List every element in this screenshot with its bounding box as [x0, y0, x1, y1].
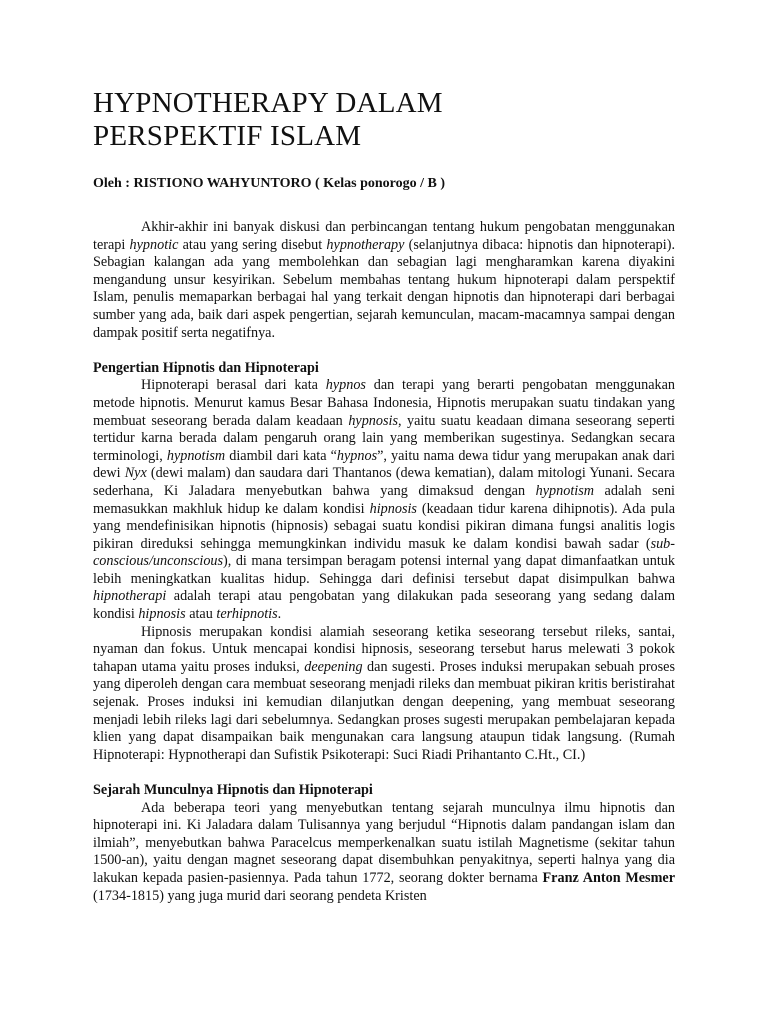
text-run: Ada beberapa teori yang menyebutkan tentang sejarah munculnya ilmu hipnotis dan hipnoterapi ini. Ki Jaladara dalam Tulisannya yang berjudul “Hipnotis dalam pandangan islam dan ilmiah”, menyebutkan bahwa Paracelcus memperkenalkan suatu istilah Magnetisme (sekitar tahun 1500-an), yaitu dengan magnet seseorang dapat disembuhkan penyakitnya, seperti halnya yang dia lakukan kepada pasien-pasiennya. Pada tahun 1772, seorang dokter bernama: [93, 799, 675, 886]
text-run: adalah seni memasukkan makhluk hidup ke dalam kondisi: [93, 482, 675, 517]
pengertian-paragraph-2: [93, 624, 675, 765]
pengertian-paragraph-1: [93, 377, 675, 623]
italic-term: hypnotic: [129, 236, 179, 253]
italic-term: Nyx: [124, 465, 147, 482]
italic-term: hypnotherapy: [326, 236, 405, 253]
text-run: atau: [185, 606, 217, 623]
text-run: .: [277, 606, 282, 623]
italic-term: hypnos: [325, 377, 366, 394]
text-run: atau yang sering disebut: [178, 236, 327, 253]
italic-term: hipnosis: [138, 606, 186, 623]
text-run: dan terapi yang berarti pengobatan menggunakan metode hipnotis. Menurut kamus Besar Bahasa Indonesia, Hipnotis merupakan suatu tindakan yang membuat seseorang berada dalam keadaan: [93, 377, 675, 429]
text-run: diambil dari kata “: [225, 447, 337, 464]
author-line: Oleh : RISTIONO WAHYUNTORO ( Kelas ponorogo / B ): [93, 176, 445, 191]
text-run: adalah terapi atau pengobatan yang dilakukan pada seseorang yang sedang dalam kondisi: [93, 588, 675, 623]
title-line-1: HYPNOTHERAPY DALAM: [93, 87, 443, 119]
text-run: (1734-1815) yang juga murid dari seorang pendeta Kristen: [93, 887, 427, 904]
text-run: Akhir-akhir ini banyak diskusi dan perbincangan tentang hukum pengobatan menggunakan terapi: [93, 219, 675, 253]
italic-term: deepening: [304, 658, 363, 675]
document-body: [93, 219, 675, 905]
sejarah-paragraph-1: [93, 800, 675, 906]
section-heading-pengertian: Pengertian Hipnotis dan Hipnoterapi: [93, 359, 319, 376]
italic-term: hypnos: [336, 447, 378, 464]
italic-term: sub-conscious/unconscious: [93, 535, 675, 570]
text-run: dan sugesti. Proses induksi merupakan sebuah proses yang diperoleh dengan cara membuat seseorang menjadi rileks dan membuat pikiran kritis beristirahat sejenak. Proses induksi ini kemudian dilanjutkan dengan deepening, yang membuat seseorang menjadi lebih rileks lagi dari sebelumnya. Sedangkan proses sugesti merupakan pembelajaran kepada klien yang dapat disampaikan baik mengunakan cara langsung ataupun tidak langsung. (Rumah Hipnoterapi: Hypnotherapi dan Sufistik Psikoterapi: Suci Riadi Prihantanto C.Ht., CI.): [93, 658, 675, 763]
italic-term: terhipnotis: [216, 606, 278, 623]
text-run: Hipnoterapi berasal dari kata: [141, 377, 326, 394]
intro-paragraph: [93, 219, 675, 342]
text-run: (selanjutnya dibaca: hipnotis dan hipnoterapi). Sebagian kalangan ada yang membolehkan dan sebagian lagi mengharamkan karena diyakini mengandung unsur kesyirikan. Sebelum membahas tentang hukum hipnoterapi dalam perspektif Islam, penulis memaparkan berbagai hal yang terkait dengan hipnotis dan hipnoterapi dari berbagai sumber yang ada, baik dari aspek pengertian, sejarah kemunculan, macam-macamnya sampai dengan dampak positif serta negatifnya.: [93, 236, 675, 341]
bold-name: Franz Anton Mesmer: [542, 869, 675, 886]
text-run: Hipnosis merupakan kondisi alamiah seseorang ketika seseorang tersebut rileks, santai, nyaman dan fokus. Untuk mencapai kondisi hipnosis, seseorang tersebut harus melewati 3 pokok tahapan utama yaitu proses induksi,: [93, 623, 675, 675]
italic-term: hipnosis: [369, 500, 417, 517]
text-run: ”, yaitu nama dewa tidur yang merupakan anak dari dewi: [93, 447, 675, 482]
section-heading-sejarah: Sejarah Munculnya Hipnotis dan Hipnoterapi: [93, 782, 373, 798]
italic-term: hipnotherapi: [93, 588, 167, 605]
italic-term: hypnosis: [348, 412, 398, 429]
italic-term: hypnotism: [535, 482, 594, 499]
text-run: , yaitu suatu keadaan dimana seseorang seperti tertidur karna berada dalam pengaruh orang lain yang memberikan sugestinya. Sedangkan secara terminologi,: [93, 412, 675, 464]
italic-term: hypnotism: [166, 447, 226, 464]
title-line-2: PERSPEKTIF ISLAM: [93, 120, 362, 152]
text-run: (dewi malam) dan saudara dari Thantanos (dewa kematian), dalam mitologi Yunani. Secara sederhana, Ki Jaladara menyebutkan bahwa yang dimaksud dengan: [93, 465, 675, 499]
text-run: (keadaan tidur karena dihipnotis). Ada pula yang mendefinisikan hipnotis (hipnosis) sebagai suatu kondisi pikiran dimana fungsi analitis logis pikiran direduksi sehingga memungkinkan individu masuk ke dalam kondisi bawah sadar (: [93, 500, 675, 552]
document-title: [93, 87, 693, 153]
text-run: ), di mana tersimpan beragam potensi internal yang dapat dimanfaatkan untuk lebih meningkatkan kualitas hidup. Sehingga dari definisi tersebut dapat disimpulkan bahwa: [93, 553, 675, 587]
